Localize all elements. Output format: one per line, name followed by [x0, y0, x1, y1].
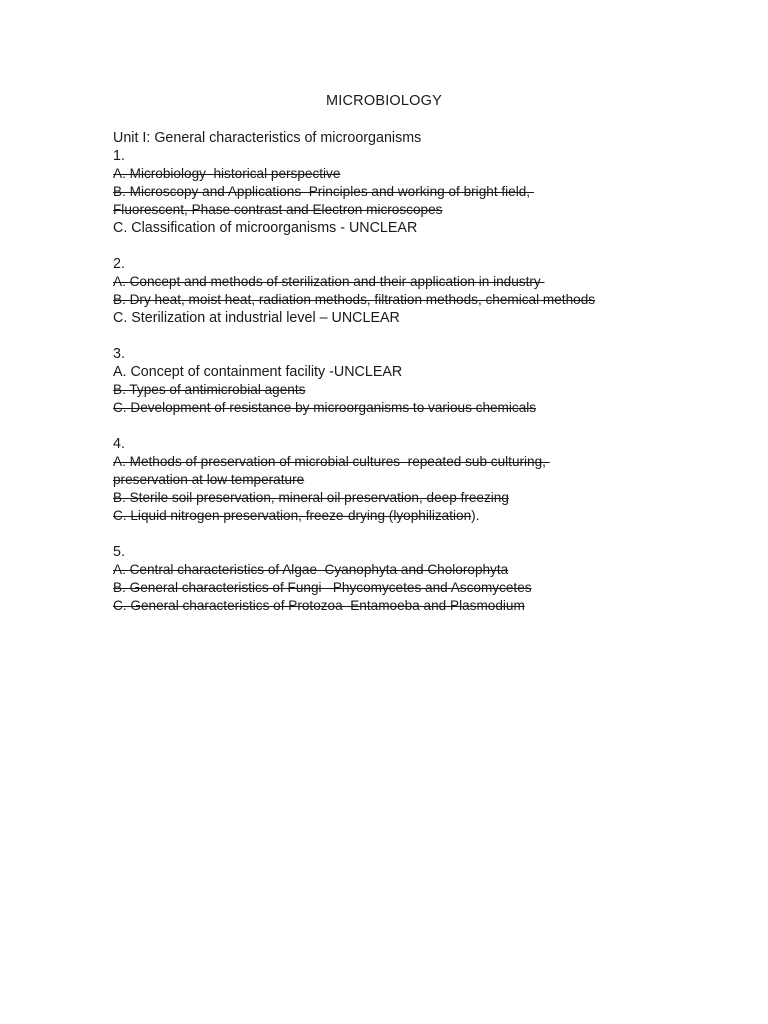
section-number: 4. — [113, 436, 125, 452]
section-item: A. Methods of preservation of microbial cultures repeated sub culturing, — [113, 454, 550, 469]
section-item: C. Liquid nitrogen preservation, freeze-drying (lyophilization — [113, 508, 472, 523]
section-item: C. General characteristics of Protozoa Entamoeba and Plasmodium — [113, 598, 525, 613]
section-item: C. Development of resistance by microorganisms to various chemicals — [113, 400, 537, 415]
spacer — [113, 417, 673, 435]
section-item: B. General characteristics of Fungi Phycomycetes and Ascomycetes — [113, 580, 532, 595]
spacer — [113, 327, 673, 345]
section-item: preservation at low temperature — [113, 472, 305, 487]
section-item: B. Microscopy and Applications Principles and working of bright field, — [113, 184, 534, 199]
spacer — [113, 525, 673, 543]
section-item: Fluorescent, Phase contrast and Electron microscopes — [113, 202, 443, 217]
section-item-suffix: ). — [471, 508, 480, 523]
section-item: A. Microbiology historical perspective — [113, 166, 341, 181]
section-number: 1. — [113, 148, 125, 164]
section-item-row — [113, 507, 673, 525]
section-number: 3. — [113, 346, 125, 362]
spacer — [113, 237, 673, 255]
section-item: A. Concept of containment facility -UNCLEAR — [113, 364, 403, 380]
unit-heading: Unit I: General characteristics of microorganisms — [113, 130, 422, 146]
section-item: C. Classification of microorganisms - UNCLEAR — [113, 220, 418, 236]
section-item: A. Central characteristics of Algae Cyanophyta and Cholorophyta — [113, 562, 509, 577]
section-item: B. Sterile soil preservation, mineral oil preservation, deep freezing — [113, 490, 509, 505]
document-title: MICROBIOLOGY — [326, 93, 442, 109]
section-item: B. Types of antimicrobial agents — [113, 382, 306, 397]
section-item: A. Concept and methods of sterilization and their application in industry — [113, 274, 545, 289]
section-number: 2. — [113, 256, 125, 272]
section-item: C. Sterilization at industrial level – UNCLEAR — [113, 310, 400, 326]
section-item: B. Dry heat, moist heat, radiation methods, filtration methods, chemical methods — [113, 292, 596, 307]
document-body — [113, 129, 673, 615]
section-number: 5. — [113, 544, 125, 560]
